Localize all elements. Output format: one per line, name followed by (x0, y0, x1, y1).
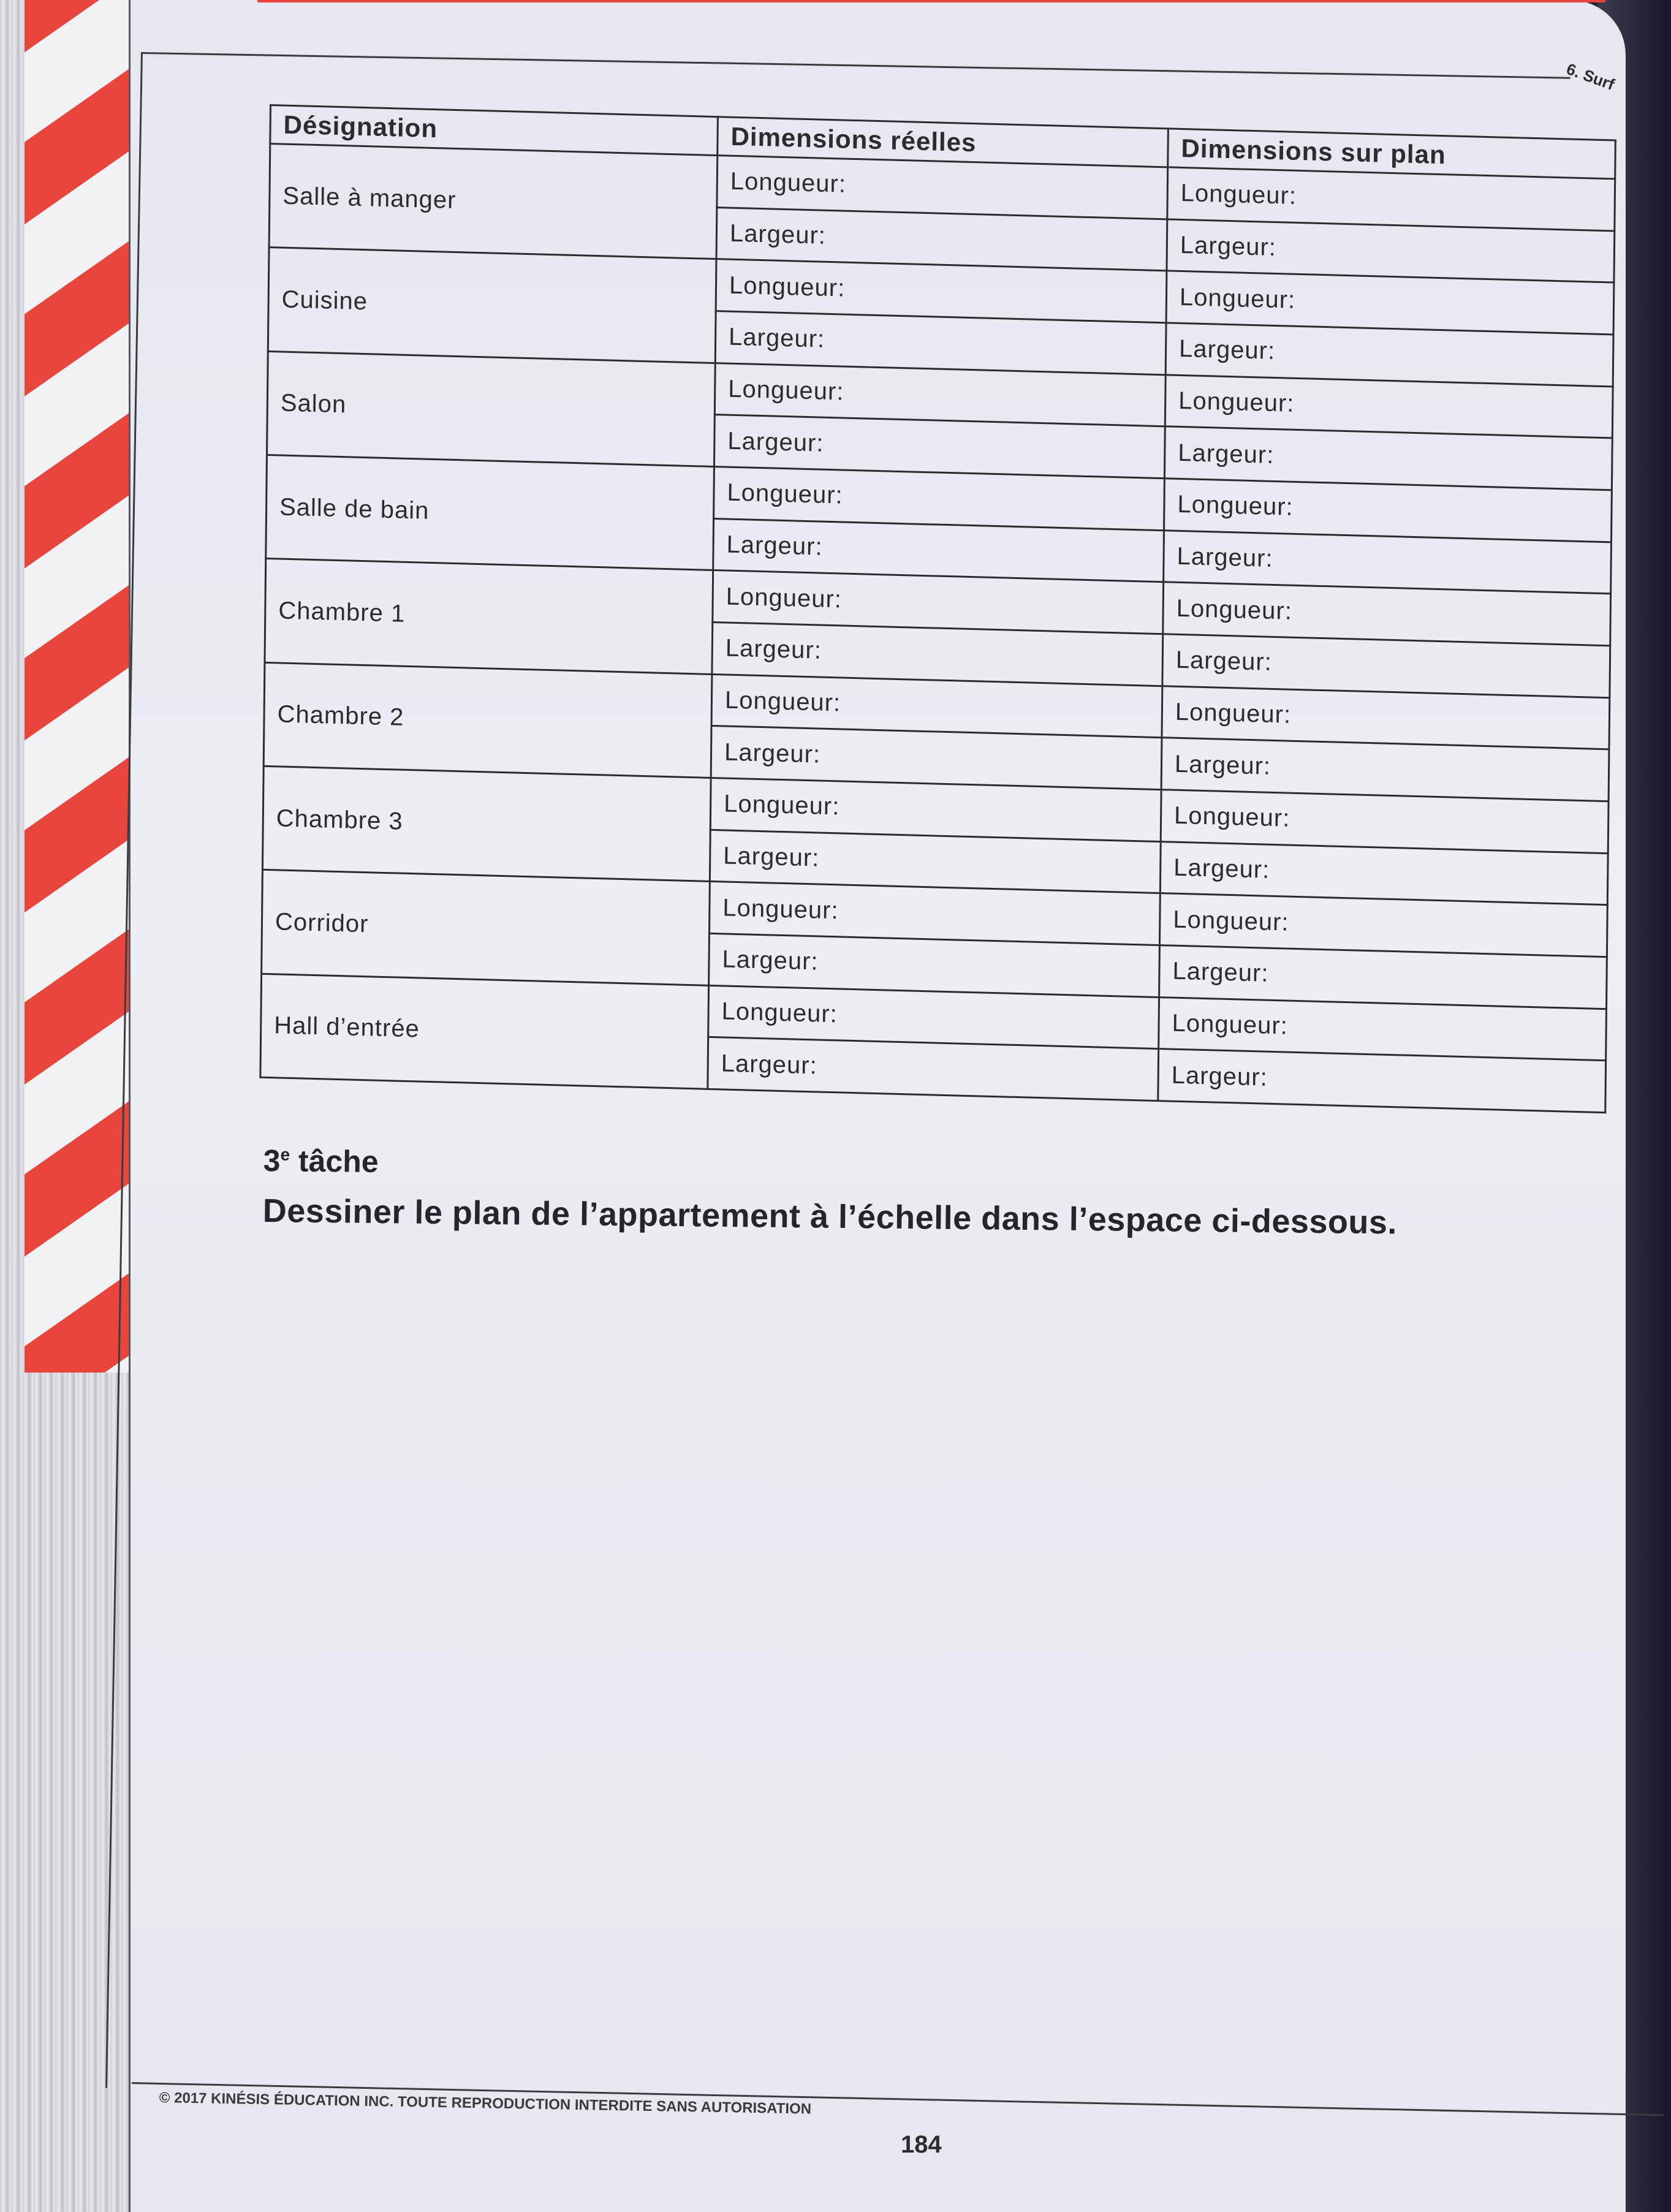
real-width-cell: Largeur: (709, 933, 1160, 997)
plan-width-cell: Largeur: (1167, 219, 1615, 283)
real-length-cell: Longueur: (714, 363, 1165, 426)
room-name: Chambre 3 (262, 766, 711, 881)
task-instruction: Dessiner le plan de l’appartement à l’échelle dans l’espace ci-dessous. (262, 1192, 1398, 1241)
real-length-cell: Longueur: (708, 985, 1159, 1049)
real-length-cell: Longueur: (717, 156, 1168, 219)
plan-width-cell: Largeur: (1162, 634, 1610, 698)
task-word: tâche (298, 1143, 379, 1179)
task-number-suffix: e (280, 1145, 290, 1164)
room-name: Chambre 2 (263, 662, 712, 778)
real-length-cell: Longueur: (713, 570, 1164, 634)
plan-width-cell: Largeur: (1159, 945, 1607, 1009)
room-name: Cuisine (268, 248, 716, 363)
red-top-line (257, 0, 1605, 2)
plan-length-cell: Longueur: (1163, 582, 1611, 646)
header-real-dimensions: Dimensions réelles (718, 117, 1169, 167)
plan-length-cell: Longueur: (1166, 271, 1614, 335)
plan-width-cell: Largeur: (1164, 530, 1612, 594)
plan-length-cell: Longueur: (1165, 374, 1613, 438)
plan-length-cell: Longueur: (1161, 790, 1608, 854)
plan-length-cell: Longueur: (1162, 686, 1610, 749)
plan-width-cell: Largeur: (1164, 426, 1612, 490)
real-length-cell: Longueur: (709, 882, 1160, 945)
room-name: Hall d’entrée (260, 974, 709, 1089)
room-name: Salle à manger (269, 144, 718, 259)
corner-label: 6. Surf (1564, 59, 1617, 94)
room-name: Salle de bain (266, 455, 714, 570)
page-number: 184 (901, 2131, 942, 2158)
plan-width-cell: Largeur: (1158, 1049, 1606, 1113)
room-name: Chambre 1 (265, 559, 713, 674)
real-length-cell: Longueur: (714, 466, 1165, 530)
real-width-cell: Largeur: (715, 311, 1166, 375)
real-length-cell: Longueur: (710, 778, 1161, 841)
dimensions-table (259, 104, 1616, 1113)
real-width-cell: Largeur: (716, 207, 1167, 271)
header-designation: Désignation (270, 105, 718, 156)
plan-length-cell: Longueur: (1164, 479, 1612, 542)
real-length-cell: Longueur: (716, 259, 1167, 323)
real-width-cell: Largeur: (713, 518, 1164, 582)
plan-width-cell: Largeur: (1165, 323, 1613, 387)
real-length-cell: Longueur: (711, 674, 1162, 738)
real-width-cell: Largeur: (711, 726, 1162, 790)
real-width-cell: Largeur: (710, 830, 1161, 893)
real-width-cell: Largeur: (708, 1037, 1159, 1100)
room-name: Corridor (262, 869, 710, 985)
dimensions-table-container (259, 104, 1615, 1113)
header-plan-dimensions: Dimensions sur plan (1168, 129, 1616, 179)
task-section (263, 1143, 1398, 1241)
real-width-cell: Largeur: (714, 415, 1165, 479)
real-width-cell: Largeur: (712, 622, 1163, 686)
plan-length-cell: Longueur: (1159, 893, 1607, 957)
task-number: 3 (263, 1143, 281, 1178)
plan-length-cell: Longueur: (1159, 997, 1607, 1061)
copyright-footer: © 2017 KINÉSIS ÉDUCATION INC. TOUTE REPRODUCTION INTERDITE SANS AUTORISATION (159, 2089, 812, 2118)
room-name: Salon (267, 351, 716, 466)
plan-width-cell: Largeur: (1160, 841, 1608, 905)
plan-width-cell: Largeur: (1161, 738, 1609, 801)
plan-length-cell: Longueur: (1167, 167, 1615, 231)
